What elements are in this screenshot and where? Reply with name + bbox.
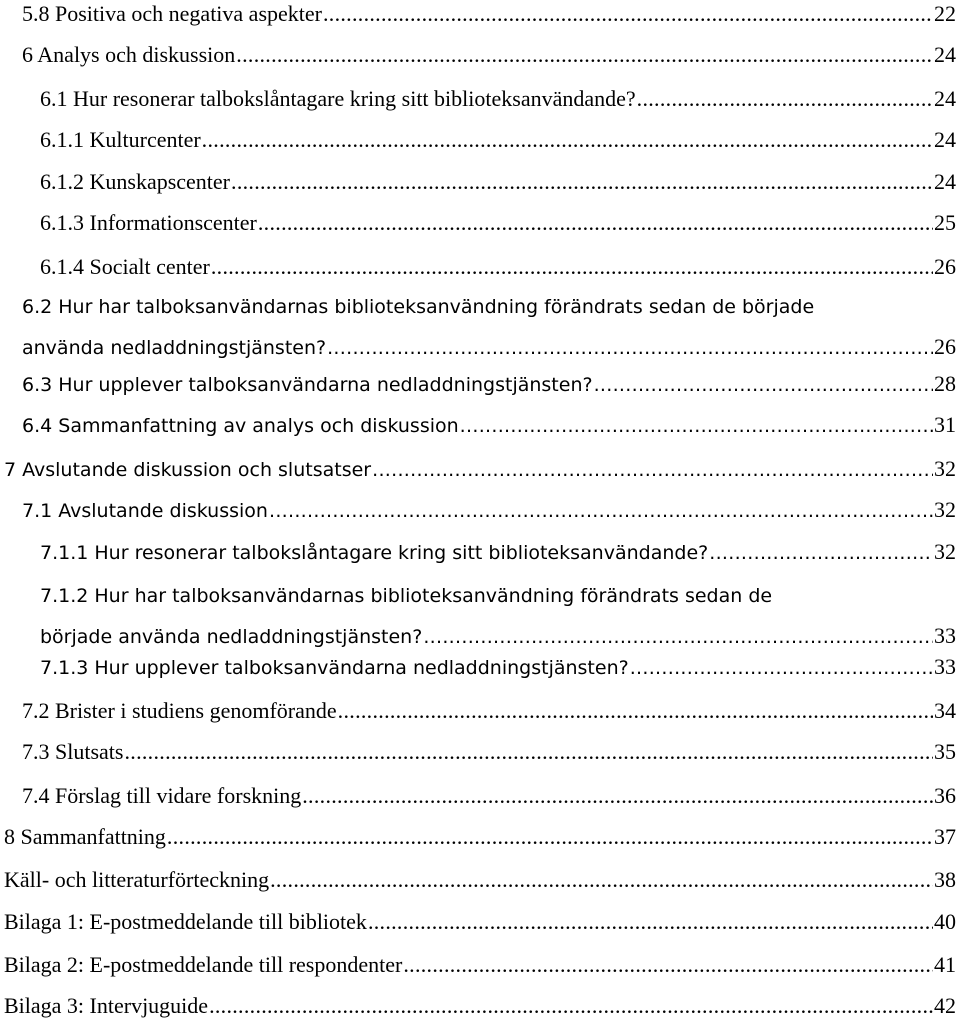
toc-entry-title: Bilaga 1: E-postmeddelande till bibliotek xyxy=(4,909,367,934)
toc-entry-page: 32 xyxy=(934,539,956,564)
toc-dot-leader xyxy=(372,458,933,482)
toc-entry-title: 6.3 Hur upplever talboksanvändarna nedladdningstjänsten? xyxy=(22,374,593,396)
toc-entry[interactable] xyxy=(22,784,956,808)
toc-entry-page: 32 xyxy=(934,497,956,522)
toc-entry-title: Bilaga 2: E-postmeddelande till respondenter xyxy=(4,952,403,977)
toc-dot-leader xyxy=(323,2,933,26)
toc-entry[interactable] xyxy=(4,825,956,849)
toc-dot-leader xyxy=(630,656,933,680)
toc-dot-leader xyxy=(338,699,933,723)
toc-entry-title: 7.3 Slutsats xyxy=(22,739,124,764)
toc-entry-page: 35 xyxy=(934,739,956,764)
toc-dot-leader xyxy=(403,953,933,977)
toc-dot-leader xyxy=(327,336,933,360)
toc-entry-page: 25 xyxy=(934,210,956,235)
toc-entry[interactable] xyxy=(40,211,956,235)
toc-dot-leader xyxy=(460,414,933,438)
toc-entry-title: 6.1.3 Informationscenter xyxy=(40,210,257,235)
toc-entry[interactable] xyxy=(22,699,956,723)
toc-entry-title: 6.1.1 Kulturcenter xyxy=(40,127,201,152)
toc-dot-leader xyxy=(236,43,933,67)
toc-dot-leader xyxy=(124,740,933,764)
toc-dot-leader xyxy=(258,211,933,235)
toc-entry[interactable] xyxy=(22,295,956,360)
toc-entry-page: 34 xyxy=(934,698,956,723)
toc-entry[interactable] xyxy=(22,740,956,764)
toc-entry-title: 6 Analys och diskussion xyxy=(22,42,236,67)
toc-entry[interactable] xyxy=(4,994,956,1018)
toc-entry-title-line2: använda nedladdningstjänsten? xyxy=(22,337,327,359)
toc-entry-title: 7 Avslutande diskussion och slutsatser xyxy=(4,459,372,481)
toc-entry-page: 38 xyxy=(934,867,956,892)
toc-entry-page: 41 xyxy=(934,952,956,977)
toc-entry[interactable] xyxy=(22,498,956,523)
toc-entry-title-line1: 6.2 Hur har talboksanvändarnas biblioteksanvändning förändrats sedan de började xyxy=(22,296,815,318)
toc-entry-title: 7.1 Avslutande diskussion xyxy=(22,500,268,522)
toc-entry-title: 5.8 Positiva och negativa aspekter xyxy=(22,1,322,26)
toc-entry[interactable] xyxy=(40,128,956,152)
toc-entry-page: 26 xyxy=(934,334,956,359)
toc-entry[interactable] xyxy=(4,953,956,977)
toc-entry-title: 7.1.3 Hur upplever talboksanvändarna nedladdningstjänsten? xyxy=(40,657,629,679)
toc-entry[interactable] xyxy=(4,457,956,482)
toc-entry[interactable] xyxy=(22,372,956,397)
toc-entry-page: 37 xyxy=(934,824,956,849)
toc-entry-page: 31 xyxy=(934,412,956,437)
toc-entry[interactable] xyxy=(40,87,956,111)
toc-entry-page: 24 xyxy=(934,86,956,111)
toc-entry[interactable] xyxy=(22,413,956,438)
toc-dot-leader xyxy=(302,784,933,808)
toc-entry-page: 28 xyxy=(934,371,956,396)
toc-entry-page: 33 xyxy=(934,623,956,648)
toc-entry-title: 8 Sammanfattning xyxy=(4,824,166,849)
toc-entry-title: 6.4 Sammanfattning av analys och diskussion xyxy=(22,415,459,437)
toc-entry-title: Bilaga 3: Intervjuguide xyxy=(4,993,209,1018)
toc-dot-leader xyxy=(209,994,933,1018)
toc-entry-page: 26 xyxy=(934,254,956,279)
toc-entry-page: 24 xyxy=(934,169,956,194)
toc-dot-leader xyxy=(269,499,933,523)
toc-dot-leader xyxy=(594,373,933,397)
toc-entry-page: 24 xyxy=(934,127,956,152)
toc-dot-leader xyxy=(270,868,933,892)
toc-entry-page: 24 xyxy=(934,42,956,67)
toc-dot-leader xyxy=(202,128,933,152)
toc-entry-title-line2: började använda nedladdningstjänsten? xyxy=(40,626,423,648)
toc-dot-leader xyxy=(709,541,933,565)
toc-entry[interactable] xyxy=(40,255,956,279)
toc-entry-page: 33 xyxy=(934,654,956,679)
toc-entry-title: 6.1.2 Kunskapscenter xyxy=(40,169,231,194)
toc-dot-leader xyxy=(368,910,933,934)
toc-entry-page: 32 xyxy=(934,456,956,481)
toc-entry-title: 6.1 Hur resonerar talbokslåntagare kring sitt biblioteksanvändande? xyxy=(40,86,636,111)
toc-entry[interactable] xyxy=(22,43,956,67)
toc-entry-title: 6.1.4 Socialt center xyxy=(40,254,210,279)
toc-entry[interactable] xyxy=(22,2,956,26)
toc-entry[interactable] xyxy=(4,868,956,892)
toc-dot-leader xyxy=(211,255,933,279)
toc-entry-title: 7.4 Förslag till vidare forskning xyxy=(22,783,302,808)
toc-dot-leader xyxy=(637,87,933,111)
toc-dot-leader xyxy=(167,825,933,849)
toc-dot-leader xyxy=(231,170,933,194)
toc-entry-title: 7.2 Brister i studiens genomförande xyxy=(22,698,337,723)
toc-entry-title-line1: 7.1.2 Hur har talboksanvändarnas biblioteksanvändning förändrats sedan de xyxy=(40,585,773,607)
toc-dot-leader xyxy=(423,625,933,649)
toc-entry-title: 7.1.1 Hur resonerar talbokslåntagare kring sitt biblioteksanvändande? xyxy=(40,542,709,564)
toc-entry-title: Käll- och litteraturförteckning xyxy=(4,867,270,892)
toc-entry[interactable] xyxy=(40,170,956,194)
toc-entry-page: 36 xyxy=(934,783,956,808)
toc-entry-page: 22 xyxy=(934,1,956,26)
toc-entry[interactable] xyxy=(40,540,956,565)
toc-entry[interactable] xyxy=(40,655,956,680)
toc-entry-page: 40 xyxy=(934,909,956,934)
toc-entry[interactable] xyxy=(40,584,956,649)
toc-entry-page: 42 xyxy=(934,993,956,1018)
toc-entry[interactable] xyxy=(4,910,956,934)
